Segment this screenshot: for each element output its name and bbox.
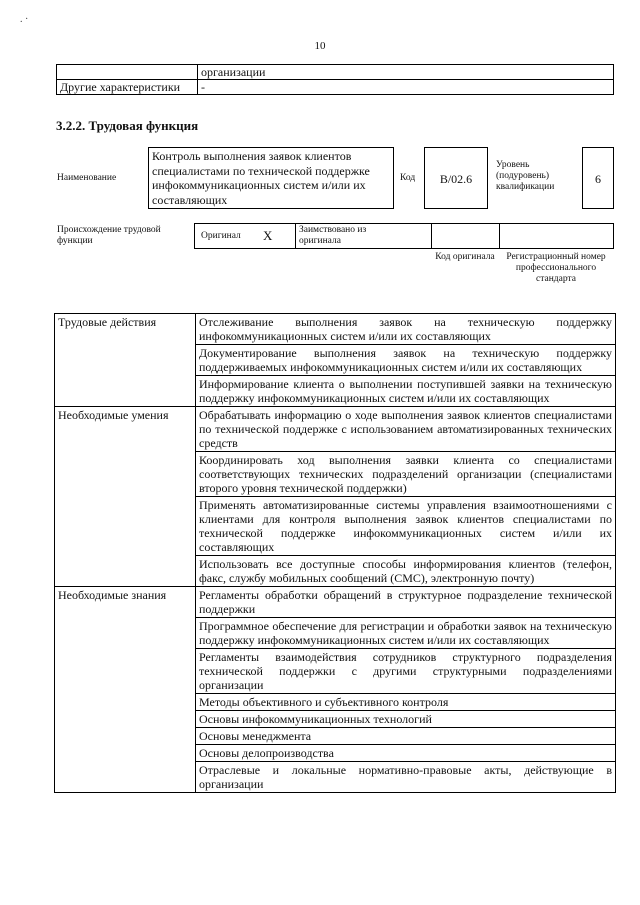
origin-row <box>194 223 614 249</box>
list-item: Отраслевые и локальные нормативно-правовые акты, действующие в организации <box>196 762 616 793</box>
origin-label: Происхождение трудовой функции <box>57 225 161 246</box>
list-item: Обрабатывать информацию о ходе выполнения заявок клиентов специалистами по технической поддержке с использованием автоматизированных технических средств <box>196 407 616 452</box>
list-item: Методы объективного и субъективного контроля <box>196 694 616 711</box>
reg-number-caption: Регистрационный номер профессионального стандарта <box>506 252 606 284</box>
list-item: Регламенты обработки обращений в структурное подразделение технической поддержки <box>196 587 616 618</box>
original-label: Оригинал <box>201 231 241 241</box>
group-label: Необходимые знания <box>55 587 196 793</box>
table-row <box>55 587 616 618</box>
code-label: Код <box>400 173 416 183</box>
list-item: Программное обеспечение для регистрации и обработки заявок на техническую поддержку инфокоммуникационных систем и/или их составляющих <box>196 618 616 649</box>
function-details-table <box>54 313 616 793</box>
list-item: Основы инфокоммуникационных технологий <box>196 711 616 728</box>
table-row <box>55 314 616 345</box>
table-row <box>55 407 616 452</box>
characteristics-table <box>56 64 614 95</box>
page-number: 10 <box>314 40 326 52</box>
group-label: Необходимые умения <box>55 407 196 587</box>
table-row <box>57 80 614 95</box>
scan-mark: . · <box>20 14 29 25</box>
section-title: 3.2.2. Трудовая функция <box>56 118 199 133</box>
qualification-level: 6 <box>582 147 614 209</box>
borrowed-cell <box>295 224 432 248</box>
group-label: Трудовые действия <box>55 314 196 407</box>
name-label: Наименование <box>57 173 117 183</box>
borrowed-label: Заимствовано из оригинала <box>299 225 367 246</box>
list-item: Основы делопроизводства <box>196 745 616 762</box>
reg-number-cell <box>499 224 613 248</box>
list-item: Использовать все доступные способы информирования клиентов (телефон, факс, службу мобильных сообщений (СМС), электронную почту) <box>196 556 616 587</box>
list-item: Отслеживание выполнения заявок на техническую поддержку инфокоммуникационных систем и/или их составляющих <box>196 314 616 345</box>
function-name: Контроль выполнения заявок клиентов специалистами по технической поддержке инфокоммуникационных систем и/или их составляющих <box>148 147 394 209</box>
origin-code-cell <box>431 224 500 248</box>
original-cell <box>195 224 296 248</box>
list-item: Регламенты взаимодействия сотрудников структурного подразделения технической поддержки с другими структурными подразделениями организации <box>196 649 616 694</box>
function-code: В/02.6 <box>424 147 488 209</box>
code-original-caption: Код оригинала <box>435 252 495 262</box>
list-item: Применять автоматизированные системы управления взаимоотношениями с клиентами для контроля выполнения заявок клиентов специалистами по технической поддержке инфокоммуникационных систем и/или их составляющих <box>196 497 616 556</box>
original-mark: X <box>263 228 273 243</box>
row-value: организации <box>198 65 614 80</box>
list-item: Координировать ход выполнения заявки клиента со специалистами соответствующих технических подразделений организации (специалистами второго уровня технической поддержки) <box>196 452 616 497</box>
list-item: Документирование выполнения заявок на техническую поддержку поддерживаемых инфокоммуникационных систем и/или их составляющих <box>196 345 616 376</box>
level-label: Уровень (подуровень) квалификации <box>496 160 555 192</box>
row-label <box>57 65 198 80</box>
row-value: - <box>198 80 614 95</box>
table-row <box>57 65 614 80</box>
list-item: Информирование клиента о выполнении поступившей заявки на техническую поддержку инфокоммуникационных систем и/или их составляющих <box>196 376 616 407</box>
list-item: Основы менеджмента <box>196 728 616 745</box>
row-label: Другие характеристики <box>57 80 198 95</box>
